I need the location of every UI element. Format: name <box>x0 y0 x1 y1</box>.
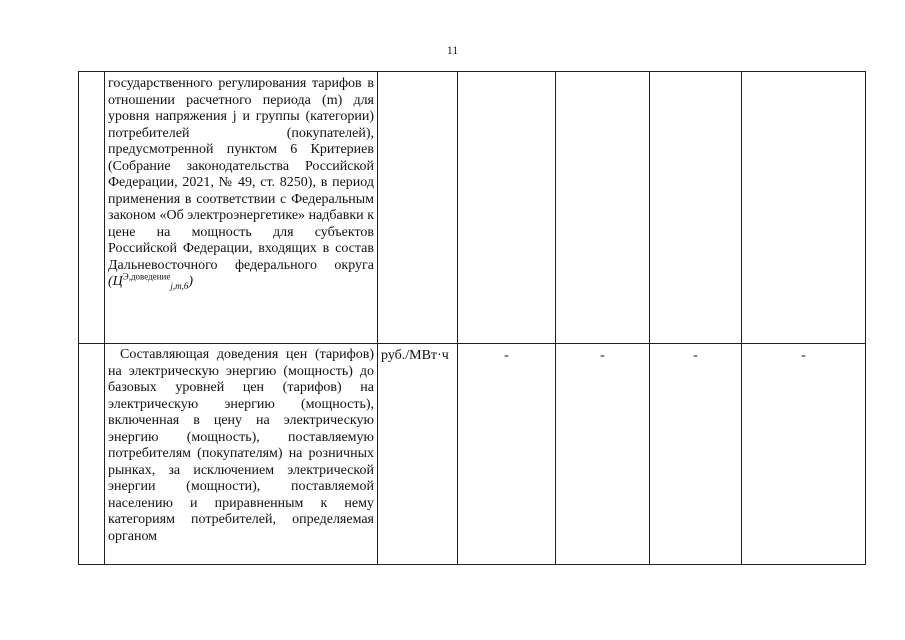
description-text: Составляющая доведения цен (тарифов) на электрическую энергию (мощность) до базовых уровней цен (тарифов) на электрическую энергию (мощность), включенная в цену на электрическую энергию (мощность), поставляемую потребителям (покупателям) на розничных рынках, за исключением электрической энергии (мощности), поставляемой населению и приравненным к нему категориям потребителей, определяемая органом <box>108 347 374 544</box>
value-dash: - <box>504 348 509 363</box>
unit-cell <box>378 344 458 565</box>
row-number-cell <box>79 344 105 565</box>
value-cell <box>742 344 866 565</box>
value-dash: - <box>801 348 806 363</box>
value-cell <box>650 344 742 565</box>
unit-cell <box>378 72 458 344</box>
value-cell <box>458 344 556 565</box>
value-cell <box>458 72 556 344</box>
row-number-cell <box>79 72 105 344</box>
formula-superscript: Э,доведение <box>122 271 171 282</box>
value-cell <box>742 72 866 344</box>
value-cell <box>556 344 650 565</box>
description-cell <box>105 72 378 344</box>
value-cell <box>650 72 742 344</box>
unit-text: руб./МВт·ч <box>381 348 449 363</box>
value-dash: - <box>693 348 698 363</box>
value-cell <box>556 72 650 344</box>
description-text: государственного регулирования тарифов в отношении расчетного периода (m) для уровня напряжения j и группы (категории) потребителей (покупателей), предусмотренной пунктом 6 Критериев (Собрание законодательства Российской Федерации, 2021, № 49, ст. 8250), в период применения в соответствии с Федеральным законом «Об электроэнергетике» надбавки к цене на мощность для субъектов Российской Федерации, входящих в состав Дальневосточного федерального округа <box>108 76 374 273</box>
tariff-table <box>78 71 866 565</box>
page-number: 11 <box>446 43 459 57</box>
table-row <box>79 344 866 565</box>
value-dash: - <box>600 348 605 363</box>
formula-symbol: $(Ц^{Э,доведение}_{j,m,6})$ <box>108 271 193 291</box>
formula-subscript: j,m,6 <box>170 280 189 291</box>
table-row <box>79 72 866 344</box>
description-cell <box>105 344 378 565</box>
